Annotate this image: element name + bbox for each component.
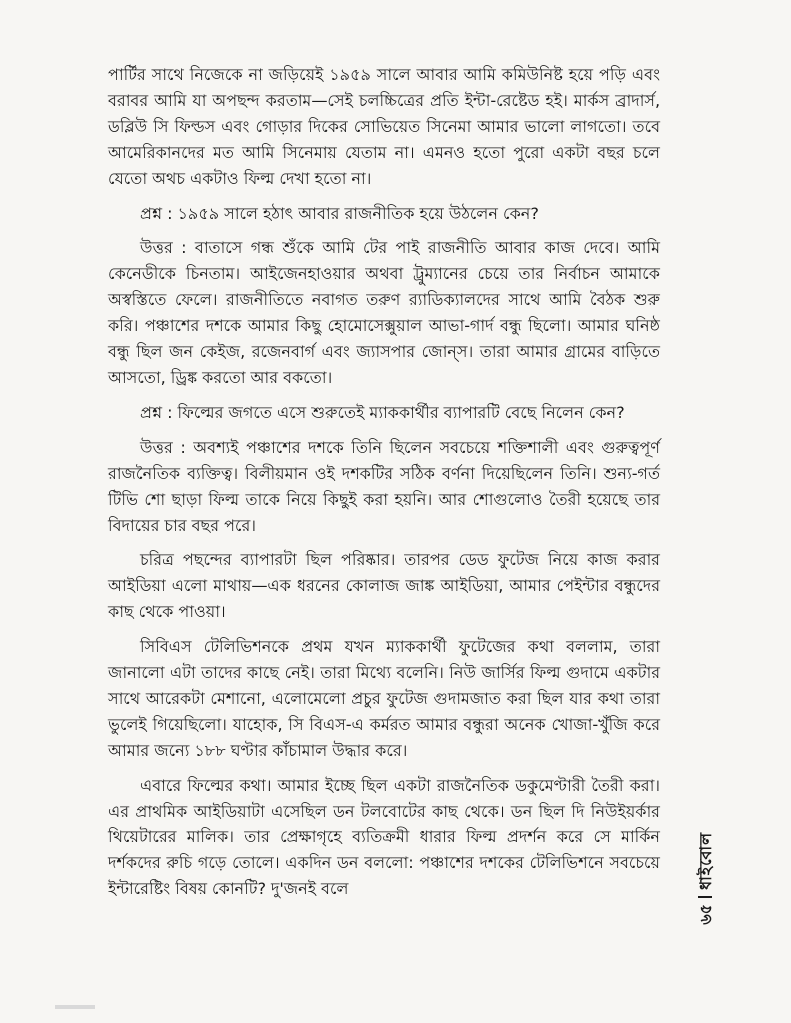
scan-artifact [55,1005,95,1009]
body-text [108,62,660,911]
page-number: ৬৫ [695,903,715,925]
running-title: ধাইবোল [695,832,715,890]
header-divider [698,896,712,898]
answer-2: উত্তর : অবশ্যই পঞ্চাশের দশকে তিনি ছিলেন সবচেয়ে শক্তিশালী এবং গুরুত্বপূর্ণ রাজনৈতিক ব্যক্তিত্ব। বিলীয়মান ওই দশকটির সঠিক বর্ণনা দিয়েছিলেন তিনি। শুন্য-গর্ত টিভি শো ছাড়া ফিল্ম তাকে নিয়ে কিছুই করা হয়নি। আর শোগুলোও তৈরী হয়েছে তার বিদায়ের চার বছর পরে। [108,437,660,535]
paragraph-6: চরিত্র পছন্দের ব্যাপারটা ছিল পরিষ্কার। তারপর ডেড ফুটেজ নিয়ে কাজ করার আইডিয়া এলো মাথায়—এক ধরনের কোলাজ জাঙ্ক আইডিয়া, আমার পেইন্টার বন্ধুদের কাছ থেকে পাওয়া। [108,550,660,622]
answer-1: উত্তর : বাতাসে গন্ধ শুঁকে আমি টের পাই রাজনীতি আবার কাজ দেবে। আমি কেনেডীকে চিনতাম। আইজেনহাওয়ার অথবা ট্রুম্যানের চেয়ে তার নির্বাচন আমাকে অস্বস্তিতে ফেলে। রাজনীতিতে নবাগত তরুণ র‍্যাডিক্যালদের সাথে আমি বৈঠক শুরু করি। পঞ্চাশের দশকে আমার কিছু হোমোসেক্সুয়াল আভা-গার্দ বন্ধু ছিলো। আমার ঘনিষ্ঠ বন্ধু ছিল জন কেইজ, রজেনবার্গ এবং জ্যাসপার জোন্‌স। তারা আমার গ্রামের বাড়িতে আসতো, ড্রিঙ্ক করতো আর বকতো। [108,238,661,387]
paragraph-1: পার্টির সাথে নিজেকে না জড়িয়েই ১৯৫৯ সালে আবার আমি কমিউনিষ্ট হয়ে পড়ি এবং বরাবর আমি যা অপছন্দ করতাম—সেই চলচ্চিত্রের প্রতি ইন্টা-রেষ্টেড হই। মার্কস ব্রাদার্স, ডব্লিউ সি ফিল্ডস এবং গোড়ার দিকের সোভিয়েত সিনেমা আমার ভালো লাগতো। তবে আমেরিকানদের মত আমি সিনেমায় যেতাম না। এমনও হতো পুরো একটা বছর চলে যেতো অথচ একটাও ফিল্ম দেখা হতো না। [108,65,660,188]
paragraph-8: এবারে ফিল্মের কথা। আমার ইচ্ছে ছিল একটা রাজনৈতিক ডকুমেণ্টারী তৈরী করা। এর প্রাথমিক আইডিয়াটা এসেছিল ডন টলবোটের কাছ থেকে। ডন ছিল দি নিউইয়র্কার থিয়েটারের মালিক। তার প্রেক্ষাগৃহে ব্যতিক্রমী ধারার ফিল্ম প্রদর্শন করে সে মার্কিন দর্শকদের রুচি গড়ে তোলে। একদিন ডন বললো: পঞ্চাশের দশকের টেলিভিশনে সবচেয়ে ইন্টারেষ্টিং বিষয় কোনটি? দু'জনই বলে [108,775,660,899]
question-1: প্রশ্ন : ১৯৫৯ সালে হঠাৎ আবার রাজনীতিক হয়ে উঠলেন কেন? [140,203,539,223]
running-header [690,832,720,942]
question-2: প্রশ্ন : ফিল্মের জগতে এসে শুরুতেই ম্যাককার্থীর ব্যাপারটি বেছে নিলেন কেন? [140,402,625,422]
paragraph-7: সিবিএস টেলিভিশনকে প্রথম যখন ম্যাককার্থী ফুটেজের কথা বললাম, তারা জানালো এটা তাদের কাছে নেই। তারা মিথ্যে বলেনি। নিউ জার্সির ফিল্ম গুদামে একটার সাথে আরেকটা মেশানো, এলোমেলো প্রচুর ফুটেজ গুদামজাত করা ছিল যার কথা তারা ভুলেই গিয়েছিলো। যাহোক, সি বিএস-এ কর্মরত আমার বন্ধুরা অনেক খোজা-খুঁজি করে আমার জন্যে ১৮৮ ঘণ্টার কাঁচামাল উদ্ধার করে। [108,637,660,760]
